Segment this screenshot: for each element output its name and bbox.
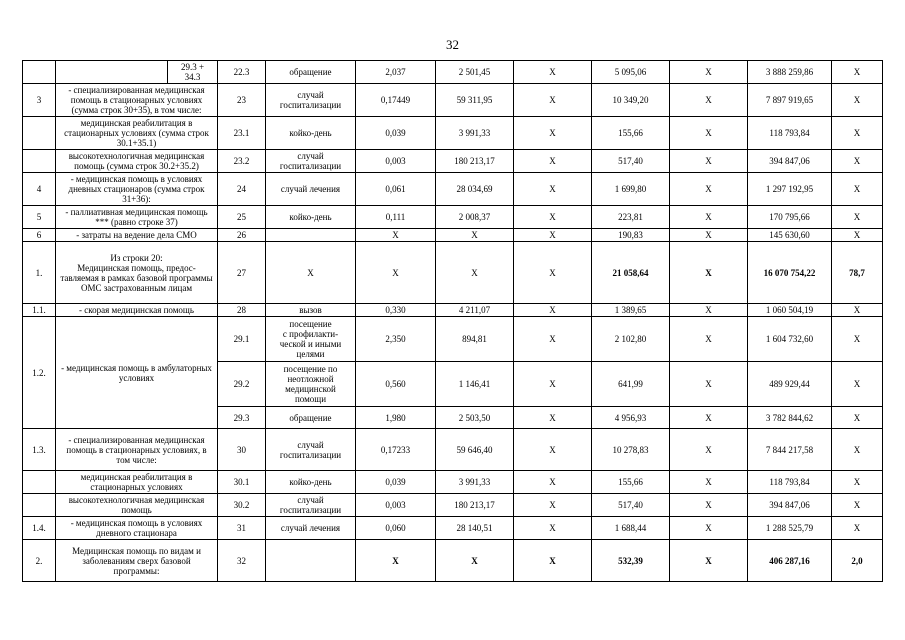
line-code: 23 (218, 84, 266, 117)
row-number: 3 (23, 84, 56, 117)
row-name: - затраты на ведение дела СМО (56, 229, 218, 242)
line-code: 25 (218, 206, 266, 229)
norm-volume-cell: 0,061 (356, 173, 436, 206)
value-cell: 517,40 (592, 494, 670, 517)
unit-cell: случай лечения (266, 173, 356, 206)
table-row (23, 517, 883, 540)
value-cell: X (514, 429, 592, 471)
table-row (23, 242, 883, 304)
row-name: высокотехнологичная медицинская помощь (56, 494, 218, 517)
value-cell: 170 795,66 (748, 206, 832, 229)
line-code: 28 (218, 304, 266, 317)
value-cell: 21 058,64 (592, 242, 670, 304)
table-row (23, 206, 883, 229)
norm-cost-cell: X (436, 540, 514, 582)
table-row (23, 494, 883, 517)
row-name: - медицинская помощь в амбулаторных условиях (56, 317, 218, 429)
row-number: 1.1. (23, 304, 56, 317)
row-number (23, 61, 56, 84)
value-cell: 394 847,06 (748, 150, 832, 173)
norm-volume-cell: 0,039 (356, 117, 436, 150)
value-cell: 2,0 (832, 540, 883, 582)
norm-cost-cell: 28 140,51 (436, 517, 514, 540)
line-code: 31 (218, 517, 266, 540)
value-cell: X (514, 242, 592, 304)
line-code: 30 (218, 429, 266, 471)
value-cell: 155,66 (592, 471, 670, 494)
line-code: 23.1 (218, 117, 266, 150)
value-cell: X (832, 304, 883, 317)
unit-cell: случай госпитализации (266, 494, 356, 517)
norm-cost-cell: 3 991,33 (436, 471, 514, 494)
value-cell: 489 929,44 (748, 362, 832, 407)
table-row (23, 61, 883, 84)
value-cell: X (832, 517, 883, 540)
unit-cell: обращение (266, 61, 356, 84)
value-cell: X (832, 206, 883, 229)
value-cell: X (514, 317, 592, 362)
norm-volume-cell: 0,039 (356, 471, 436, 494)
value-cell: X (670, 540, 748, 582)
value-cell: 1 389,65 (592, 304, 670, 317)
line-code: 29.3 (218, 407, 266, 429)
norm-cost-cell: 180 213,17 (436, 150, 514, 173)
value-cell: 394 847,06 (748, 494, 832, 517)
line-code: 29.1 (218, 317, 266, 362)
value-cell: X (832, 229, 883, 242)
value-cell: 10 349,20 (592, 84, 670, 117)
value-cell: 5 095,06 (592, 61, 670, 84)
table-row (23, 173, 883, 206)
unit-cell (266, 540, 356, 582)
row-number: 1.3. (23, 429, 56, 471)
value-cell: X (670, 173, 748, 206)
value-cell: 4 956,93 (592, 407, 670, 429)
row-number: 4 (23, 173, 56, 206)
value-cell: X (514, 117, 592, 150)
norm-volume-cell: 0,111 (356, 206, 436, 229)
unit-cell: посещение с профилакти- ческой и иными целями (266, 317, 356, 362)
norm-cost-cell: 59 646,40 (436, 429, 514, 471)
value-cell: X (832, 407, 883, 429)
norm-cost-cell: 2 503,50 (436, 407, 514, 429)
norm-volume-cell: X (356, 242, 436, 304)
value-cell: X (514, 150, 592, 173)
value-cell: 118 793,84 (748, 471, 832, 494)
value-cell: X (670, 84, 748, 117)
row-number (23, 471, 56, 494)
value-cell: X (832, 84, 883, 117)
value-cell: X (514, 471, 592, 494)
value-cell: X (832, 173, 883, 206)
unit-cell: X (266, 242, 356, 304)
norm-cost-cell: 180 213,17 (436, 494, 514, 517)
norm-cost-cell: 2 008,37 (436, 206, 514, 229)
unit-cell: случай госпитализации (266, 150, 356, 173)
norm-volume-cell: 0,060 (356, 517, 436, 540)
norm-volume-cell: 0,17449 (356, 84, 436, 117)
row-number: 1. (23, 242, 56, 304)
value-cell: X (670, 206, 748, 229)
value-cell: X (514, 173, 592, 206)
line-code: 30.2 (218, 494, 266, 517)
line-code: 29.2 (218, 362, 266, 407)
norm-cost-cell: 2 501,45 (436, 61, 514, 84)
row-name: - специализированная медицинская помощь в стационарных условиях (сумма строк 30+35), в том числе: (56, 84, 218, 117)
norm-cost-cell: 59 311,95 (436, 84, 514, 117)
value-cell: X (670, 407, 748, 429)
value-cell: 1 297 192,95 (748, 173, 832, 206)
norm-cost-cell: 1 146,41 (436, 362, 514, 407)
table-row (23, 150, 883, 173)
value-cell: 1 060 504,19 (748, 304, 832, 317)
unit-cell: обращение (266, 407, 356, 429)
value-cell: X (670, 471, 748, 494)
norm-volume-cell: 0,560 (356, 362, 436, 407)
value-cell: X (670, 229, 748, 242)
value-cell: X (832, 117, 883, 150)
line-code: 26 (218, 229, 266, 242)
value-cell: 16 070 754,22 (748, 242, 832, 304)
value-cell: X (832, 429, 883, 471)
row-number: 1.4. (23, 517, 56, 540)
value-cell: X (670, 150, 748, 173)
value-cell: X (670, 317, 748, 362)
row-number (23, 150, 56, 173)
value-cell: X (514, 540, 592, 582)
value-cell: X (514, 229, 592, 242)
table-row (23, 304, 883, 317)
value-cell: X (514, 517, 592, 540)
norm-volume-cell: 0,003 (356, 494, 436, 517)
value-cell: X (670, 429, 748, 471)
row-number: 5 (23, 206, 56, 229)
value-cell: 517,40 (592, 150, 670, 173)
row-number: 1.2. (23, 317, 56, 429)
norm-volume-cell: X (356, 229, 436, 242)
unit-cell: вызов (266, 304, 356, 317)
unit-cell: посещение по неотложной медицинской помощи (266, 362, 356, 407)
row-name: - медицинская помощь в условиях дневных стационаров (сумма строк 31+36): (56, 173, 218, 206)
value-cell: 7 897 919,65 (748, 84, 832, 117)
line-code: 32 (218, 540, 266, 582)
table-row (23, 229, 883, 242)
line-code: 22.3 (218, 61, 266, 84)
value-cell: 1 699,80 (592, 173, 670, 206)
page-number: 32 (446, 37, 459, 52)
norm-cost-cell: 28 034,69 (436, 173, 514, 206)
line-code: 30.1 (218, 471, 266, 494)
value-cell: 78,7 (832, 242, 883, 304)
value-cell: X (832, 150, 883, 173)
value-cell: 145 630,60 (748, 229, 832, 242)
value-cell: X (670, 117, 748, 150)
norm-volume-cell: 2,037 (356, 61, 436, 84)
value-cell: X (670, 61, 748, 84)
value-cell: X (514, 61, 592, 84)
unit-cell: койко-день (266, 117, 356, 150)
row-name: - медицинская помощь в условиях дневного стационара (56, 517, 218, 540)
norm-cost-cell: X (436, 229, 514, 242)
norm-cost-cell: 3 991,33 (436, 117, 514, 150)
norm-cost-cell: X (436, 242, 514, 304)
value-cell: X (514, 362, 592, 407)
norm-cost-cell: 894,81 (436, 317, 514, 362)
unit-cell: случай госпитализации (266, 429, 356, 471)
row-name (56, 61, 168, 84)
value-cell: X (514, 494, 592, 517)
row-number: 2. (23, 540, 56, 582)
row-name: - паллиативная медицинская помощь *** (равно строке 37) (56, 206, 218, 229)
value-cell: X (514, 206, 592, 229)
value-cell: 641,99 (592, 362, 670, 407)
table-row (23, 471, 883, 494)
value-cell: X (670, 362, 748, 407)
table-row (23, 317, 883, 362)
value-cell: 406 287,16 (748, 540, 832, 582)
value-cell: X (832, 317, 883, 362)
value-cell: 155,66 (592, 117, 670, 150)
row-name: высокотехнологичная медицинская помощь (сумма строк 30.2+35.2) (56, 150, 218, 173)
table-row (23, 84, 883, 117)
value-cell: X (670, 517, 748, 540)
row-ref: 29.3 + 34.3 (168, 61, 218, 84)
value-cell: 10 278,83 (592, 429, 670, 471)
row-name: медицинская реабилитация в стационарных условиях (56, 471, 218, 494)
norm-volume-cell: X (356, 540, 436, 582)
value-cell: X (514, 407, 592, 429)
value-cell: 223,81 (592, 206, 670, 229)
line-code: 27 (218, 242, 266, 304)
norm-volume-cell: 0,003 (356, 150, 436, 173)
line-code: 23.2 (218, 150, 266, 173)
value-cell: 532,39 (592, 540, 670, 582)
value-cell: 7 844 217,58 (748, 429, 832, 471)
value-cell: X (514, 84, 592, 117)
unit-cell: койко-день (266, 206, 356, 229)
table-row (23, 429, 883, 471)
row-name: - специализированная медицинская помощь в стационарных условиях, в том числе: (56, 429, 218, 471)
value-cell: 118 793,84 (748, 117, 832, 150)
value-cell: X (832, 61, 883, 84)
unit-cell (266, 229, 356, 242)
value-cell: 1 688,44 (592, 517, 670, 540)
norm-cost-cell: 4 211,07 (436, 304, 514, 317)
financing-table (22, 60, 883, 582)
norm-volume-cell: 0,17233 (356, 429, 436, 471)
unit-cell: койко-день (266, 471, 356, 494)
table-row (23, 540, 883, 582)
value-cell: X (832, 494, 883, 517)
value-cell: X (670, 494, 748, 517)
value-cell: 190,83 (592, 229, 670, 242)
unit-cell: случай лечения (266, 517, 356, 540)
table-row (23, 117, 883, 150)
value-cell: X (832, 471, 883, 494)
value-cell: 3 782 844,62 (748, 407, 832, 429)
row-number (23, 494, 56, 517)
value-cell: 3 888 259,86 (748, 61, 832, 84)
norm-volume-cell: 2,350 (356, 317, 436, 362)
value-cell: X (670, 304, 748, 317)
value-cell: X (832, 362, 883, 407)
value-cell: 1 604 732,60 (748, 317, 832, 362)
row-number: 6 (23, 229, 56, 242)
row-name: медицинская реабилитация в стационарных условиях (сумма строк 30.1+35.1) (56, 117, 218, 150)
row-number (23, 117, 56, 150)
norm-volume-cell: 1,980 (356, 407, 436, 429)
value-cell: X (514, 304, 592, 317)
value-cell: 2 102,80 (592, 317, 670, 362)
row-name: Медицинская помощь по видам и заболеваниям сверх базовой программы: (56, 540, 218, 582)
row-name: Из строки 20: Медицинская помощь, предос-тавляемая в рамках базовой программы ОМС застрахованным лицам (56, 242, 218, 304)
value-cell: X (670, 242, 748, 304)
value-cell: 1 288 525,79 (748, 517, 832, 540)
unit-cell: случай госпитализации (266, 84, 356, 117)
norm-volume-cell: 0,330 (356, 304, 436, 317)
row-name: - скорая медицинская помощь (56, 304, 218, 317)
line-code: 24 (218, 173, 266, 206)
